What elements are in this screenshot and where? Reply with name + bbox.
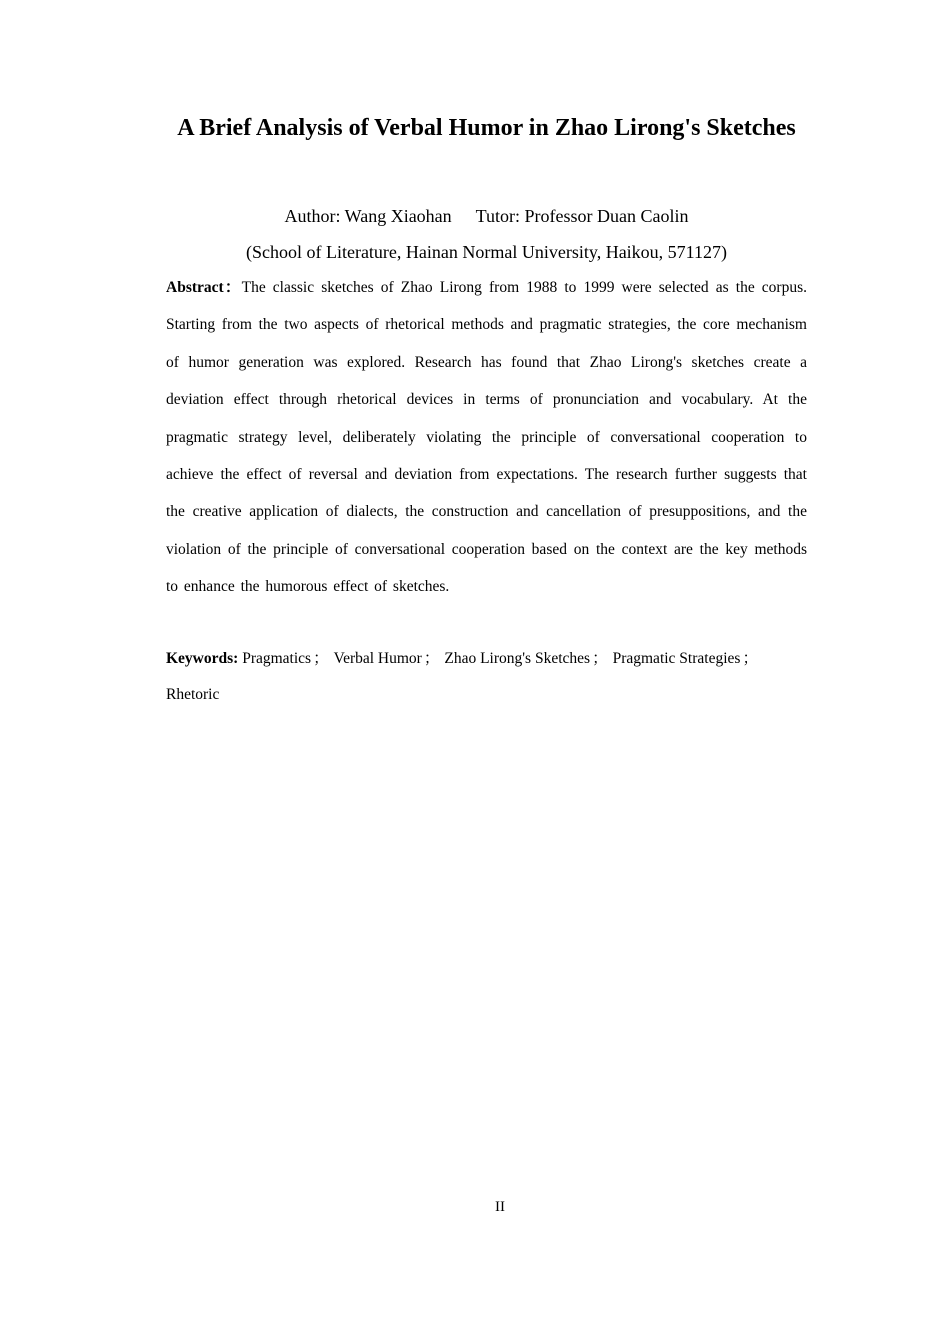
keyword-separator: ； [592,650,608,667]
keyword: Pragmatic Strategies [612,650,741,667]
keywords [166,641,807,713]
abstract-label: Abstract： [166,279,242,296]
affiliation: (School of Literature, Hainan Normal University, Haikou, 571127) [245,242,728,262]
abstract [166,269,807,606]
keyword-separator: ； [313,650,329,667]
page-number: II [495,1199,505,1215]
keywords-label: Keywords: [166,650,239,667]
keyword-separator: ； [742,650,758,667]
keyword: Zhao Lirong's Sketches [444,650,591,667]
tutor-name: Tutor: Professor Duan Caolin [475,206,689,226]
author-line [166,203,807,229]
paper-title: A Brief Analysis of Verbal Humor in Zhao Lirong's Sketches [177,115,796,141]
keyword: Rhetoric [166,686,220,703]
keyword: Pragmatics [242,650,312,667]
keyword-separator: ； [423,650,440,667]
keyword: Verbal Humor [333,650,422,667]
abstract-text: The classic sketches of Zhao Lirong from 1988 to 1999 were selected as the corpus. Starting from the two aspects of rhetorical methods and pragmatic strategies, the core mechanism of humor generation was explored. Research has found that Zhao Lirong's sketches create a deviation effect through rhetorical devices in terms of pronunciation and vocabulary. At the pragmatic strategy level, deliberately violating the principle of conversational cooperation to achieve the effect of reversal and deviation from expectations. The research further suggests that the creative application of dialects, the construction and cancellation of presuppositions, and the violation of the principle of conversational cooperation based on the context are the key methods to enhance the humorous effect of sketches. [166,279,807,596]
author-name: Author: Wang Xiaohan [284,206,452,226]
